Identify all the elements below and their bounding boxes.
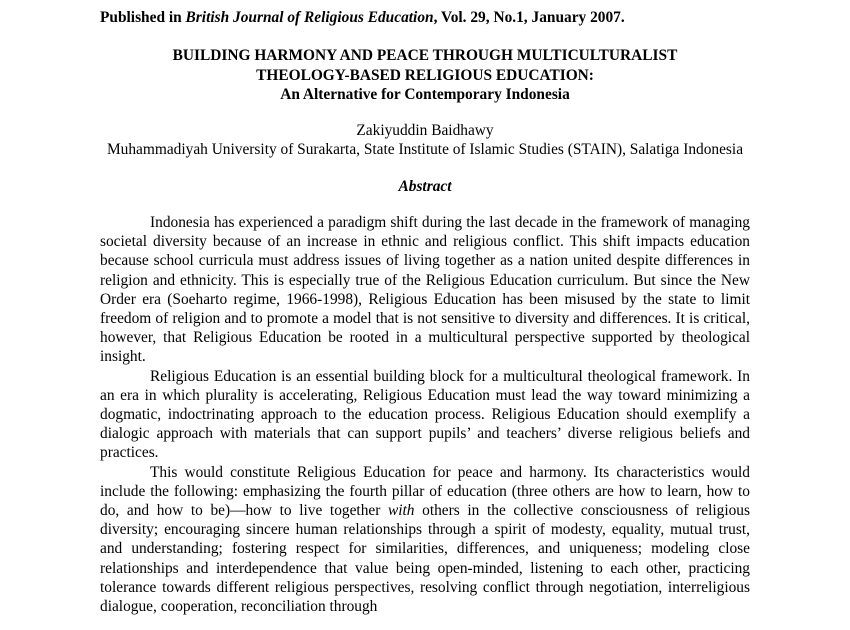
- author-name: Zakiyuddin Baidhawy: [356, 121, 494, 139]
- paragraph-3-emphasis: with: [387, 502, 415, 520]
- journal-name: British Journal of Religious Education: [185, 9, 434, 26]
- title-line-2: THEOLOGY-BASED RELIGIOUS EDUCATION:: [256, 66, 594, 84]
- publication-line: [100, 8, 750, 28]
- publication-prefix: Published in: [100, 9, 186, 26]
- abstract-heading: Abstract: [398, 177, 452, 195]
- author-block: [100, 121, 750, 160]
- paragraph-3-text-end: others in the collective consciousness of religious diversity; encouraging sincere human relationships through a spirit of modesty, equality, mutual trust, and understanding; fostering respect for similarities, differences, and uniqueness; modeling close relationships and interdependence that value being open-minded, listening to each other, practicing tolerance towards different religious perspectives, resolving conflict through negotiation, interreligious dialogue, cooperation, reconciliation through: [100, 502, 750, 616]
- abstract-paragraph-1: Indonesia has experienced a paradigm shift during the last decade in the framework of managing societal diversity because of an increase in ethnic and religious conflict. This shift impacts education because school curricula must address issues of living together as a nation united despite differences in religion and ethnicity. This is especially true of the Religious Education curriculum. But since the New Order era (Soeharto regime, 1966-1998), Religious Education has been misused by the state to limit freedom of religion and to promote a model that is not sensitive to diversity and differences. It is critical, however, that Religious Education be rooted in a multicultural perspective supported by theological insight.: [100, 214, 750, 366]
- subtitle: An Alternative for Contemporary Indonesia: [280, 86, 570, 103]
- title-line-1: BUILDING HARMONY AND PEACE THROUGH MULTICULTURALIST: [172, 47, 678, 64]
- abstract-paragraph-2: Religious Education is an essential building block for a multicultural theological framework. In an era in which plurality is accelerating, Religious Education must lead the way toward minimizing a dogmatic, indoctrinating approach to the education process. Religious Education should exemplify a dialogic approach with materials that can support pupils’ and teachers’ diverse religious beliefs and practices.: [100, 367, 750, 462]
- paper-page: [100, 8, 750, 616]
- author-affiliation: Muhammadiyah University of Surakarta, State Institute of Islamic Studies (STAIN), Salatiga Indonesia: [106, 141, 744, 158]
- publication-details: , Vol. 29, No.1, January 2007.: [433, 9, 625, 26]
- abstract-paragraph-3: [100, 463, 750, 617]
- paragraph-3-text-start: This would constitute Religious Education for peace and harmony. Its characteristics would include the following: emphasizing the fourth pillar of education (three others are how to learn, how to do, and how to be)—how to live together: [100, 463, 750, 520]
- paper-title: [100, 46, 750, 105]
